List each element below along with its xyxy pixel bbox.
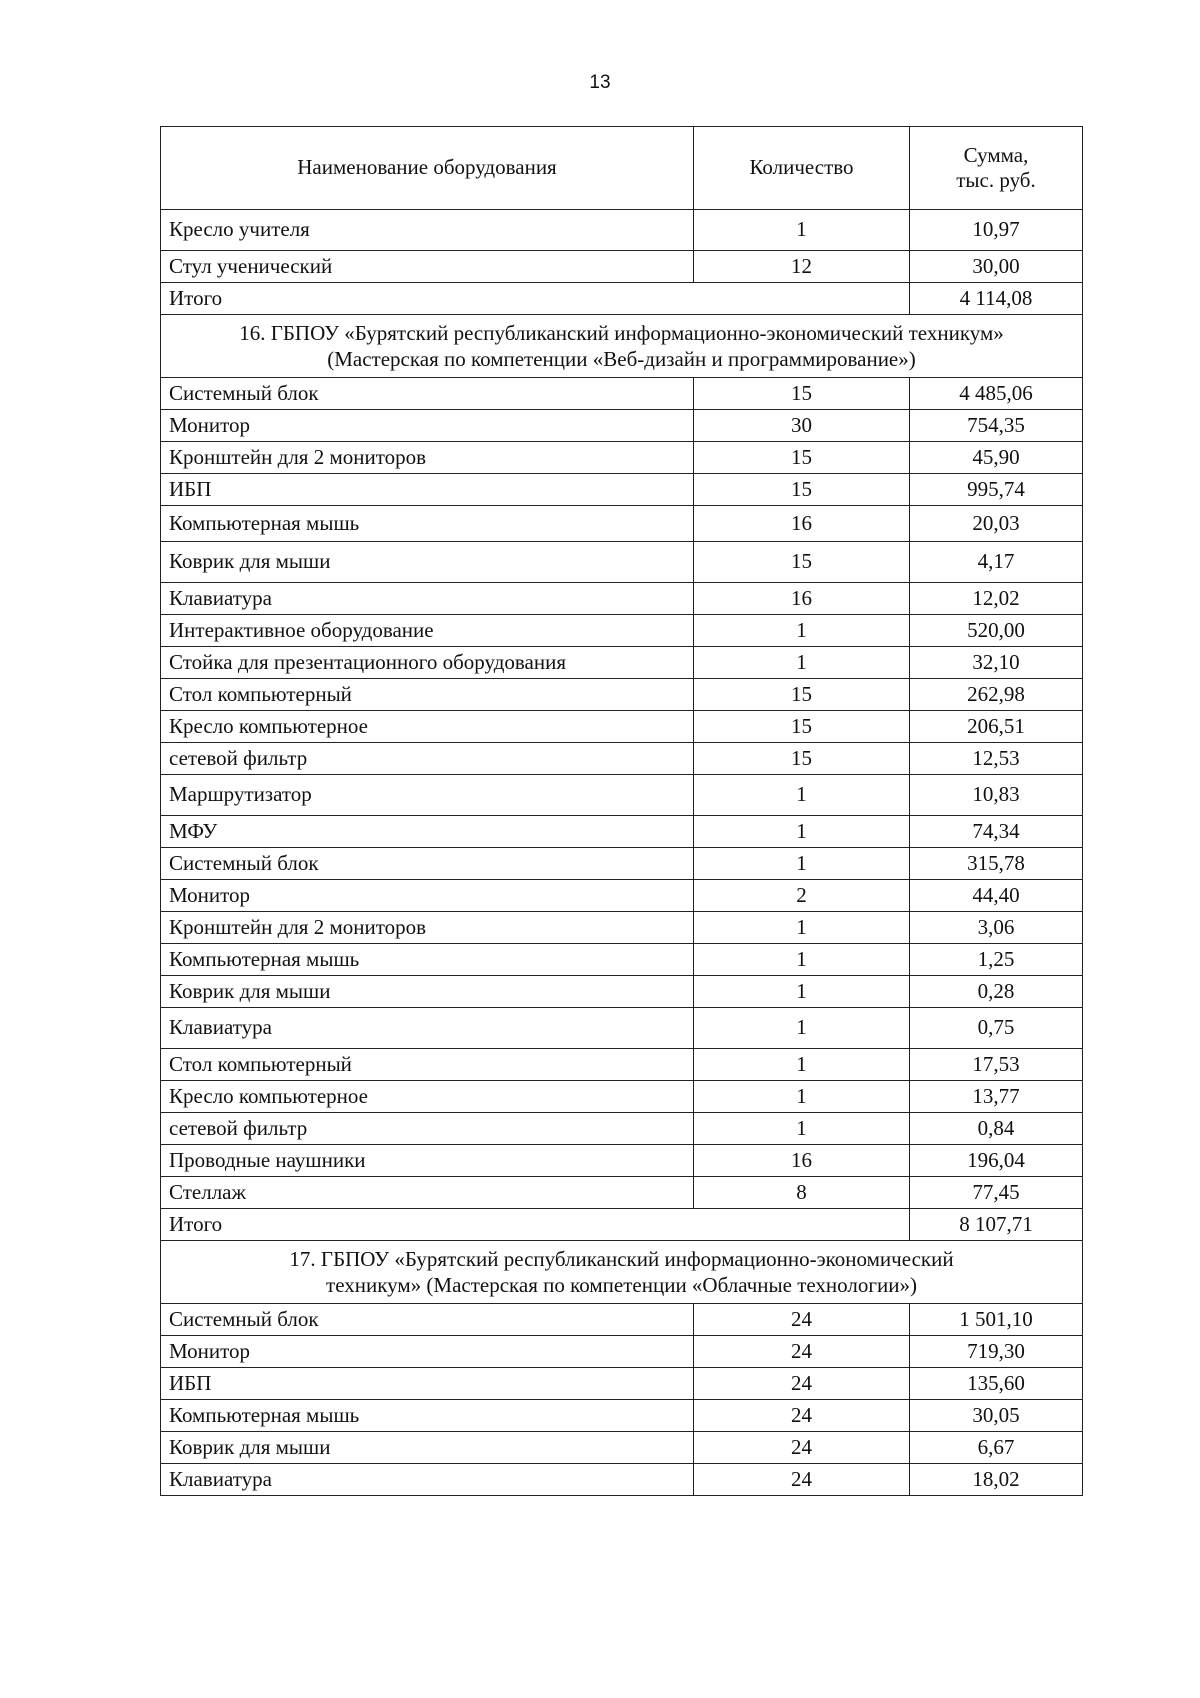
item-quantity: 24 [694,1432,910,1464]
section-heading-row [161,315,1083,378]
item-sum: 1,25 [910,944,1083,976]
item-name: Системный блок [161,378,694,410]
table-row [161,1464,1083,1496]
item-sum: 12,53 [910,743,1083,775]
item-quantity: 1 [694,775,910,816]
item-sum: 4,17 [910,542,1083,583]
item-name: Коврик для мыши [161,976,694,1008]
item-sum: 12,02 [910,583,1083,615]
item-sum: 315,78 [910,848,1083,880]
item-name: Стеллаж [161,1177,694,1209]
item-name: Маршрутизатор [161,775,694,816]
item-quantity: 15 [694,474,910,506]
table-row [161,647,1083,679]
item-name: Стол компьютерный [161,679,694,711]
item-quantity: 24 [694,1368,910,1400]
table-row [161,1177,1083,1209]
item-sum: 10,97 [910,210,1083,251]
total-row [161,283,1083,315]
item-sum: 10,83 [910,775,1083,816]
item-quantity: 1 [694,1113,910,1145]
item-sum: 3,06 [910,912,1083,944]
section-heading-line1: 17. ГБПОУ «Бурятский республиканский информационно-экономический [289,1246,954,1271]
item-quantity: 15 [694,679,910,711]
item-name: Кронштейн для 2 мониторов [161,442,694,474]
table-row [161,442,1083,474]
item-name: Компьютерная мышь [161,944,694,976]
table-row [161,880,1083,912]
table-row [161,615,1083,647]
item-name: Клавиатура [161,1008,694,1049]
item-name: Кресло компьютерное [161,711,694,743]
item-sum: 196,04 [910,1145,1083,1177]
total-sum: 4 114,08 [910,283,1083,315]
item-quantity: 1 [694,816,910,848]
table-row [161,1049,1083,1081]
item-quantity: 8 [694,1177,910,1209]
table-row [161,583,1083,615]
item-name: Системный блок [161,848,694,880]
table-row [161,506,1083,542]
item-name: Кронштейн для 2 мониторов [161,912,694,944]
table-row [161,1304,1083,1336]
item-name: Клавиатура [161,1464,694,1496]
item-quantity: 1 [694,848,910,880]
item-name: ИБП [161,474,694,506]
item-sum: 6,67 [910,1432,1083,1464]
table-row [161,1368,1083,1400]
item-name: сетевой фильтр [161,743,694,775]
total-label: Итого [161,283,910,315]
section-heading-line2: (Мастерская по компетенции «Веб-дизайн и программирование») [327,347,916,371]
table-row [161,743,1083,775]
item-name: Коврик для мыши [161,1432,694,1464]
item-sum: 0,75 [910,1008,1083,1049]
header-sum-line2: тыс. руб. [956,168,1036,192]
section-16-heading [161,315,1083,378]
item-quantity: 24 [694,1400,910,1432]
table-header-row [161,127,1083,210]
item-quantity: 1 [694,1081,910,1113]
item-name: МФУ [161,816,694,848]
item-quantity: 1 [694,976,910,1008]
item-sum: 262,98 [910,679,1083,711]
equipment-table [160,126,1083,1496]
section-heading-row [161,1241,1083,1304]
table-row [161,775,1083,816]
item-quantity: 15 [694,743,910,775]
item-quantity: 24 [694,1464,910,1496]
item-sum: 995,74 [910,474,1083,506]
header-quantity: Количество [694,127,910,210]
total-row [161,1209,1083,1241]
item-quantity: 1 [694,647,910,679]
total-sum: 8 107,71 [910,1209,1083,1241]
table-row [161,848,1083,880]
item-name: Клавиатура [161,583,694,615]
item-quantity: 16 [694,506,910,542]
item-name: Монитор [161,880,694,912]
item-sum: 1 501,10 [910,1304,1083,1336]
item-sum: 74,34 [910,816,1083,848]
item-quantity: 16 [694,583,910,615]
item-name: ИБП [161,1368,694,1400]
item-name: Компьютерная мышь [161,506,694,542]
item-name: Кресло компьютерное [161,1081,694,1113]
item-quantity: 1 [694,1008,910,1049]
item-quantity: 1 [694,210,910,251]
table-row [161,1336,1083,1368]
item-sum: 30,05 [910,1400,1083,1432]
table-row [161,976,1083,1008]
item-quantity: 24 [694,1304,910,1336]
item-quantity: 1 [694,615,910,647]
item-name: Кресло учителя [161,210,694,251]
table-row [161,944,1083,976]
table-row [161,1113,1083,1145]
table-row [161,679,1083,711]
item-sum: 32,10 [910,647,1083,679]
item-quantity: 16 [694,1145,910,1177]
item-quantity: 15 [694,711,910,743]
table-row [161,711,1083,743]
item-name: Монитор [161,1336,694,1368]
item-sum: 4 485,06 [910,378,1083,410]
item-quantity: 15 [694,442,910,474]
item-sum: 135,60 [910,1368,1083,1400]
item-name: Коврик для мыши [161,542,694,583]
item-name: сетевой фильтр [161,1113,694,1145]
table-row [161,210,1083,251]
table-row [161,542,1083,583]
table-row [161,251,1083,283]
item-sum: 20,03 [910,506,1083,542]
section-heading-line1: 16. ГБПОУ «Бурятский республиканский информационно-экономический техникум» [239,320,1004,345]
table-row [161,474,1083,506]
header-name: Наименование оборудования [161,127,694,210]
page-number: 13 [589,72,611,93]
item-quantity: 1 [694,944,910,976]
item-name: Стол компьютерный [161,1049,694,1081]
section-17-heading [161,1241,1083,1304]
item-quantity: 12 [694,251,910,283]
table-row [161,1400,1083,1432]
table-row [161,1145,1083,1177]
item-sum: 719,30 [910,1336,1083,1368]
item-sum: 44,40 [910,880,1083,912]
item-quantity: 1 [694,912,910,944]
header-sum [910,127,1083,210]
item-name: Проводные наушники [161,1145,694,1177]
table-row [161,1432,1083,1464]
item-sum: 754,35 [910,410,1083,442]
item-sum: 77,45 [910,1177,1083,1209]
table-row [161,1008,1083,1049]
item-quantity: 2 [694,880,910,912]
item-sum: 520,00 [910,615,1083,647]
item-name: Интерактивное оборудование [161,615,694,647]
item-quantity: 1 [694,1049,910,1081]
item-quantity: 15 [694,378,910,410]
total-label: Итого [161,1209,910,1241]
item-name: Компьютерная мышь [161,1400,694,1432]
item-quantity: 15 [694,542,910,583]
item-quantity: 30 [694,410,910,442]
table-row [161,816,1083,848]
item-sum: 45,90 [910,442,1083,474]
item-sum: 18,02 [910,1464,1083,1496]
item-sum: 17,53 [910,1049,1083,1081]
item-name: Системный блок [161,1304,694,1336]
item-sum: 0,84 [910,1113,1083,1145]
header-sum-line1: Сумма, [963,142,1029,167]
table-row [161,1081,1083,1113]
item-sum: 13,77 [910,1081,1083,1113]
item-name: Стойка для презентационного оборудования [161,647,694,679]
item-sum: 0,28 [910,976,1083,1008]
table-row [161,410,1083,442]
item-sum: 30,00 [910,251,1083,283]
section-heading-line2: техникум» (Мастерская по компетенции «Облачные технологии») [326,1273,917,1297]
item-quantity: 24 [694,1336,910,1368]
item-sum: 206,51 [910,711,1083,743]
item-name: Монитор [161,410,694,442]
table-row [161,912,1083,944]
table-row [161,378,1083,410]
item-name: Стул ученический [161,251,694,283]
